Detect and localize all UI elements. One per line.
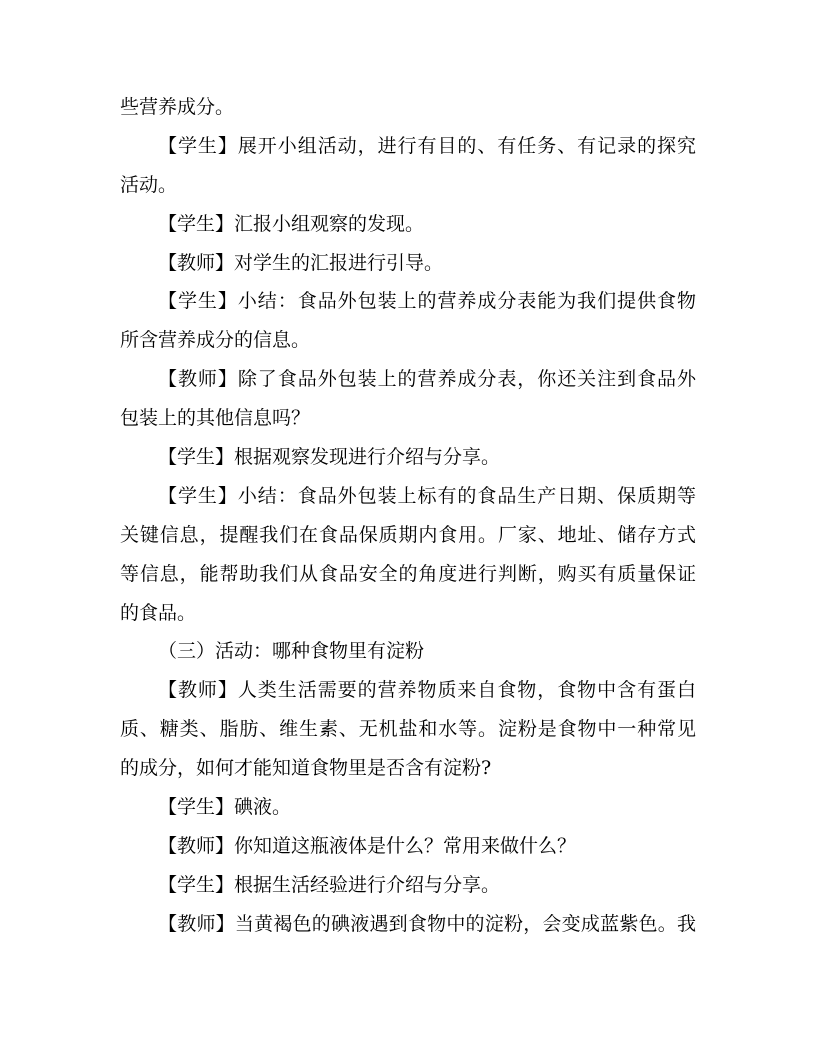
text-line: 关键信息，提醒我们在食品保质期内食用。厂家、地址、储存方式	[120, 523, 696, 546]
text-line: 【教师】人类生活需要的营养物质来自食物，食物中含有蛋白	[158, 679, 696, 702]
text-line: 【学生】碘液。	[158, 796, 292, 819]
text-line: 质、糖类、脂肪、维生素、无机盐和水等。淀粉是食物中一种常见	[120, 718, 696, 741]
text-line: 【教师】对学生的汇报进行引导。	[158, 251, 444, 274]
text-line: 【学生】根据观察发现进行介绍与分享。	[158, 446, 501, 469]
text-line: 包装上的其他信息吗？	[120, 407, 311, 430]
text-line: 【教师】当黄褐色的碘液遇到食物中的淀粉，会变成蓝紫色。我	[158, 912, 696, 935]
text-line: 活动。	[120, 173, 178, 196]
text-line: 的食品。	[120, 601, 197, 624]
text-line: 【学生】小结：食品外包装上的营养成分表能为我们提供食物	[158, 290, 696, 313]
text-line: 【学生】小结：食品外包装上标有的食品生产日期、保质期等	[158, 484, 696, 507]
document-body	[120, 88, 696, 944]
text-line: 【教师】你知道这瓶液体是什么？常用来做什么？	[158, 834, 577, 857]
text-line: 【学生】展开小组活动，进行有目的、有任务、有记录的探究	[158, 134, 696, 157]
text-line: 所含营养成分的信息。	[120, 329, 311, 352]
text-line: 等信息，能帮助我们从食品安全的角度进行判断，购买有质量保证	[120, 562, 696, 585]
text-line: 【学生】汇报小组观察的发现。	[158, 212, 425, 235]
text-line: （三）活动：哪种食物里有淀粉	[158, 640, 425, 663]
text-line: 些营养成分。	[120, 96, 235, 118]
text-line: 的成分，如何才能知道食物里是否含有淀粉?	[120, 757, 492, 780]
text-line: 【学生】根据生活经验进行介绍与分享。	[158, 873, 501, 896]
text-line: 【教师】除了食品外包装上的营养成分表，你还关注到食品外	[158, 368, 696, 391]
